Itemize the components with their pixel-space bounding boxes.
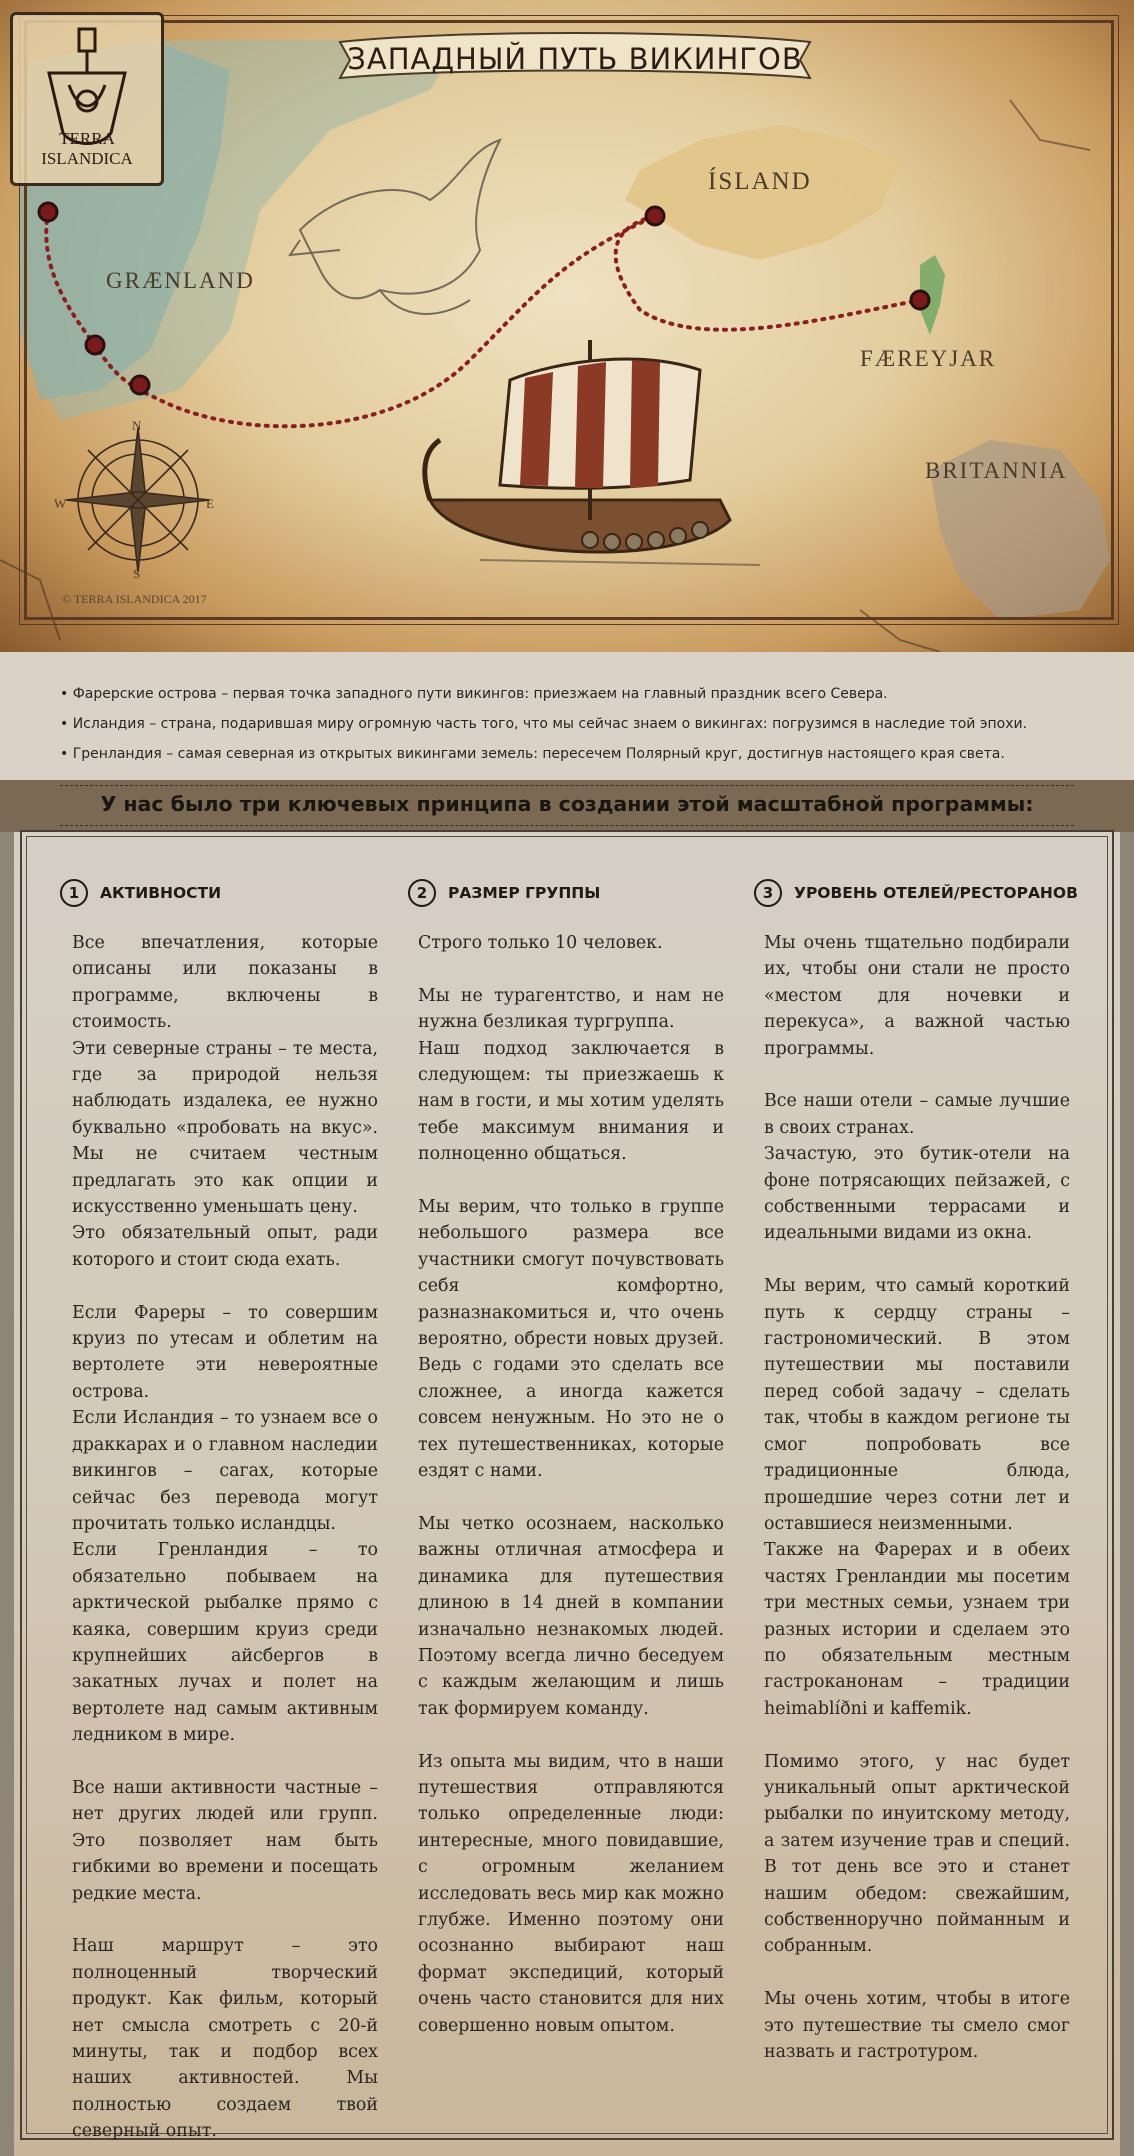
paragraph: Мы верим, что самый короткий путь к сердцу страны – гастрономический. В этом путешествии мы поставили перед собой задачу – сделать так, чтобы в каждом регионе ты смог попробовать все традиционные блюда, прошедшие через сотни лет и оставшиеся неизменными. (764, 1276, 1070, 1534)
paragraph: Все впечатления, которые описаны или показаны в программе, включены в стоимость. (72, 933, 378, 1033)
paragraph: Мы не турагентство, и нам не нужна безликая тургруппа. (418, 985, 724, 1033)
column-2-text (418, 930, 724, 2039)
paragraph: Мы верим, что только в группе небольшого размера все участники смогут почувствовать себя комфортно, разназнакомиться и, что очень вероятно, обрести новых друзей. Ведь с годами это сделать все сложнее, а иногда кажется совсем ненужным. Но это не о тех путешественниках, которые ездят с нами. (418, 1197, 724, 1482)
divider (60, 785, 1074, 786)
list-item: • Гренландия – самая северная из открытых викингами земель: пересечем Полярный круг, достигнув настоящего края света. (60, 746, 1005, 762)
list-item: • Исландия – страна, подарившая миру огромную часть того, что мы сейчас знаем о викингах: погрузимся в наследие той эпохи. (60, 716, 1028, 732)
number-badge: 1 (60, 879, 88, 907)
column-3-header (754, 876, 1078, 910)
paragraph: Строго только 10 человек. (418, 933, 663, 953)
paragraph-gap (418, 1722, 724, 1748)
paragraph: Наш подход заключается в следующем: ты приезжаешь к нам в гости, и мы хотим уделять тебе максимум внимания и полноценно общаться. (418, 1038, 724, 1165)
column-1-text (72, 930, 378, 2145)
paragraph: Наш маршрут – это полноценный творческий продукт. Как фильм, который нет смысла смотреть с 20-й минуты, так и подбор всех наших активностей. Мы полностью создаем твой северный опыт. (72, 1936, 378, 2142)
destinations-list (0, 652, 1134, 780)
paragraph-gap (72, 1749, 378, 1775)
paragraph: Из опыта мы видим, что в наши путешествия отправляются только определенные люди: интересные, много повидавшие, с огромным желанием исследовать весь мир как можно глубже. Именно поэтому они осознанно выбирают наш формат экспедиций, который очень часто становится для них совершенно новым опытом. (418, 1751, 724, 2036)
compass-w: W (54, 496, 69, 511)
map-title-banner (330, 30, 820, 88)
paragraph: Если Гренландия – то обязательно побываем на арктической рыбалке прямо с каяка, совершим круиз среди крупнейших айсбергов в закатных лучах и полет на вертолете над самым активным ледником в мире. (72, 1540, 378, 1746)
paragraph-gap (764, 1960, 1070, 1986)
right-border (1120, 832, 1134, 2156)
logo-text: TERRA ISLANDICA (41, 129, 133, 168)
column-2-header (408, 876, 600, 910)
paragraph: Помимо этого, у нас будет уникальный опыт арктической рыбалки по инуитскому методу, а затем изучение трав и специй. В тот день все это и станет нашим обедом: свежайшим, собственноручно пойманным и собранным. (764, 1751, 1070, 1957)
paragraph-gap (72, 1907, 378, 1933)
divider (60, 825, 1074, 826)
paragraph-gap (764, 1062, 1070, 1088)
logo (10, 12, 164, 186)
column-title: РАЗМЕР ГРУППЫ (448, 884, 601, 902)
route-map (0, 0, 1134, 652)
label-greenland: GRÆNLAND (106, 268, 255, 293)
compass-e: E (206, 496, 216, 511)
paragraph: Мы четко осознаем, насколько важны отличная атмосфера и динамика для путешествия длиною в 14 дней в компании изначально незнакомых людей. Поэтому всегда лично беседуем с каждым желающим и лишь так формируем команду. (418, 1513, 724, 1719)
compass-n: N (132, 418, 144, 433)
number-badge: 2 (408, 879, 436, 907)
paragraph: Если Исландия – то узнаем все о драккарах и о главном наследии викингов – сагах, которые сейчас без перевода могут прочитать только исландцы. (72, 1408, 378, 1534)
paragraph-gap (418, 1485, 724, 1511)
label-britain: BRITANNIA (925, 458, 1068, 483)
principles-heading: У нас было три ключевых принципа в создании этой масштабной программы: (100, 792, 1034, 816)
map-title: ЗАПАДНЫЙ ПУТЬ ВИКИНГОВ (347, 42, 803, 76)
column-title: АКТИВНОСТИ (100, 884, 222, 902)
number-badge: 3 (754, 879, 782, 907)
paragraph: Все наши активности частные – нет других людей или групп. Это позволяет нам быть гибкими во времени и посещать редкие места. (72, 1777, 378, 1904)
paragraph: Зачастую, это бутик-отели на фоне потрясающих пейзажей, с собственными террасами и идеальными видами из окна. (764, 1144, 1070, 1244)
left-border (0, 832, 14, 2156)
paragraph-gap (418, 1168, 724, 1194)
paragraph: Эти северные страны – те места, где за природой нельзя наблюдать издалека, ее нужно буквально «пробовать на вкус». Мы не считаем честным предлагать это как опции и искусственно уменьшать цену. (72, 1038, 378, 1218)
paragraph-gap (418, 956, 724, 982)
map-frame (24, 20, 1114, 620)
paragraph: Мы очень хотим, чтобы в итоге это путешествие ты смело смог назвать и гастротуром. (764, 1989, 1070, 2062)
paragraph: Также на Фарерах и в обеих частях Гренландии мы посетим три местных семьи, узнаем три разных истории и сделаем это по обязательным местным гастроканонам – традиции heimablíðni и kaffemik. (764, 1540, 1070, 1719)
list-item: • Фарерские острова – первая точка западного пути викингов: приезжаем на главный праздник всего Севера. (60, 686, 888, 702)
column-1-header (60, 876, 221, 910)
paragraph: Если Фареры – то совершим круиз по утесам и облетим на вертолете эти невероятные острова. (72, 1302, 378, 1402)
principles-section (0, 832, 1134, 2156)
paragraph: Мы очень тщательно подбирали их, чтобы они стали не просто «местом для ночевки и перекуса», а важной частью программы. (764, 933, 1070, 1059)
paragraph: Все наши отели – самые лучшие в своих странах. (764, 1091, 1070, 1138)
principles-banner (0, 780, 1134, 832)
paragraph-gap (72, 1273, 378, 1299)
compass-s: S (133, 566, 143, 581)
paragraph-gap (764, 1247, 1070, 1273)
map-copyright: © TERRA ISLANDICA 2017 (62, 592, 207, 606)
label-faroe: FÆREYJAR (860, 346, 997, 371)
label-iceland: ÍSLAND (708, 168, 812, 195)
paragraph: Это обязательный опыт, ради которого и стоит сюда ехать. (72, 1223, 378, 1270)
paragraph-gap (764, 1722, 1070, 1748)
column-title: УРОВЕНЬ ОТЕЛЕЙ/РЕСТОРАНОВ (794, 884, 1078, 902)
column-3-text (764, 930, 1070, 2065)
